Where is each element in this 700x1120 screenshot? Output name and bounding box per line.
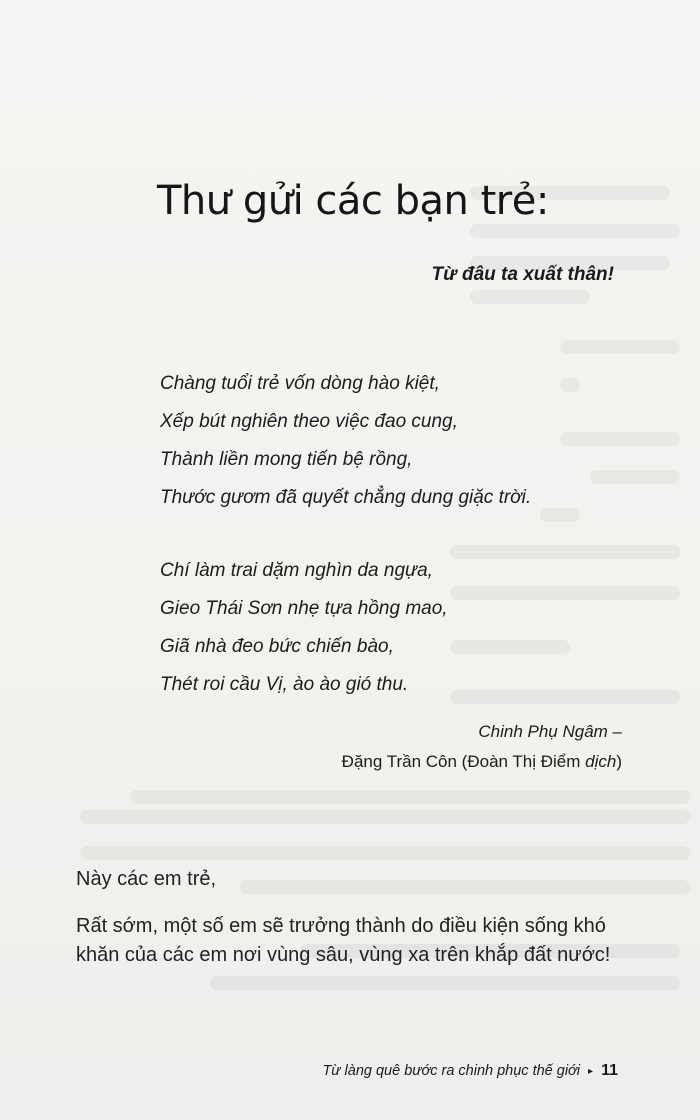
page-number: 11 <box>601 1062 618 1079</box>
letter-subtitle: Từ đâu ta xuất thân! <box>431 264 614 285</box>
poem-line: Xếp bút nghiên theo việc đao cung, <box>160 411 458 432</box>
poem-line: Chàng tuổi trẻ vốn dòng hào kiệt, <box>160 373 440 394</box>
author-name: Đặng Trần Côn (Đoàn Thị Điểm <box>341 752 586 771</box>
poem-line: Chí làm trai dặm nghìn da ngựa, <box>160 560 433 581</box>
poem-line: Gieo Thái Sơn nhẹ tựa hồng mao, <box>160 598 448 619</box>
poem-line: Thành liền mong tiến bệ rồng, <box>160 449 413 470</box>
poem-line: Thét roi cầu Vị, ào ào gió thu. <box>160 674 409 695</box>
author-closing: ) <box>616 752 622 771</box>
translator-note: dịch <box>585 752 617 771</box>
poem-source: Chinh Phụ Ngâm – <box>478 722 622 741</box>
poem-line: Giã nhà đeo bức chiến bào, <box>160 636 394 657</box>
book-title: Từ làng quê bước ra chinh phục thế giới <box>322 1063 581 1079</box>
body-paragraph: Rất sớm, một số em sẽ trưởng thành do điều kiện sống khó khăn của các em nơi vùng sâu, vùng xa trên khắp đất nước! <box>76 915 611 966</box>
greeting: Này các em trẻ, <box>76 868 217 890</box>
poem-author <box>342 752 622 772</box>
poem-line: Thước gươm đã quyết chẳng dung giặc trời. <box>160 487 532 508</box>
letter-title: Thư gửi các bạn trẻ: <box>157 178 549 224</box>
poem-stanza-1 <box>160 365 531 517</box>
poem-stanza-2 <box>160 552 448 704</box>
running-footer <box>322 1062 618 1080</box>
triangle-bullet-icon: ▸ <box>588 1065 594 1077</box>
